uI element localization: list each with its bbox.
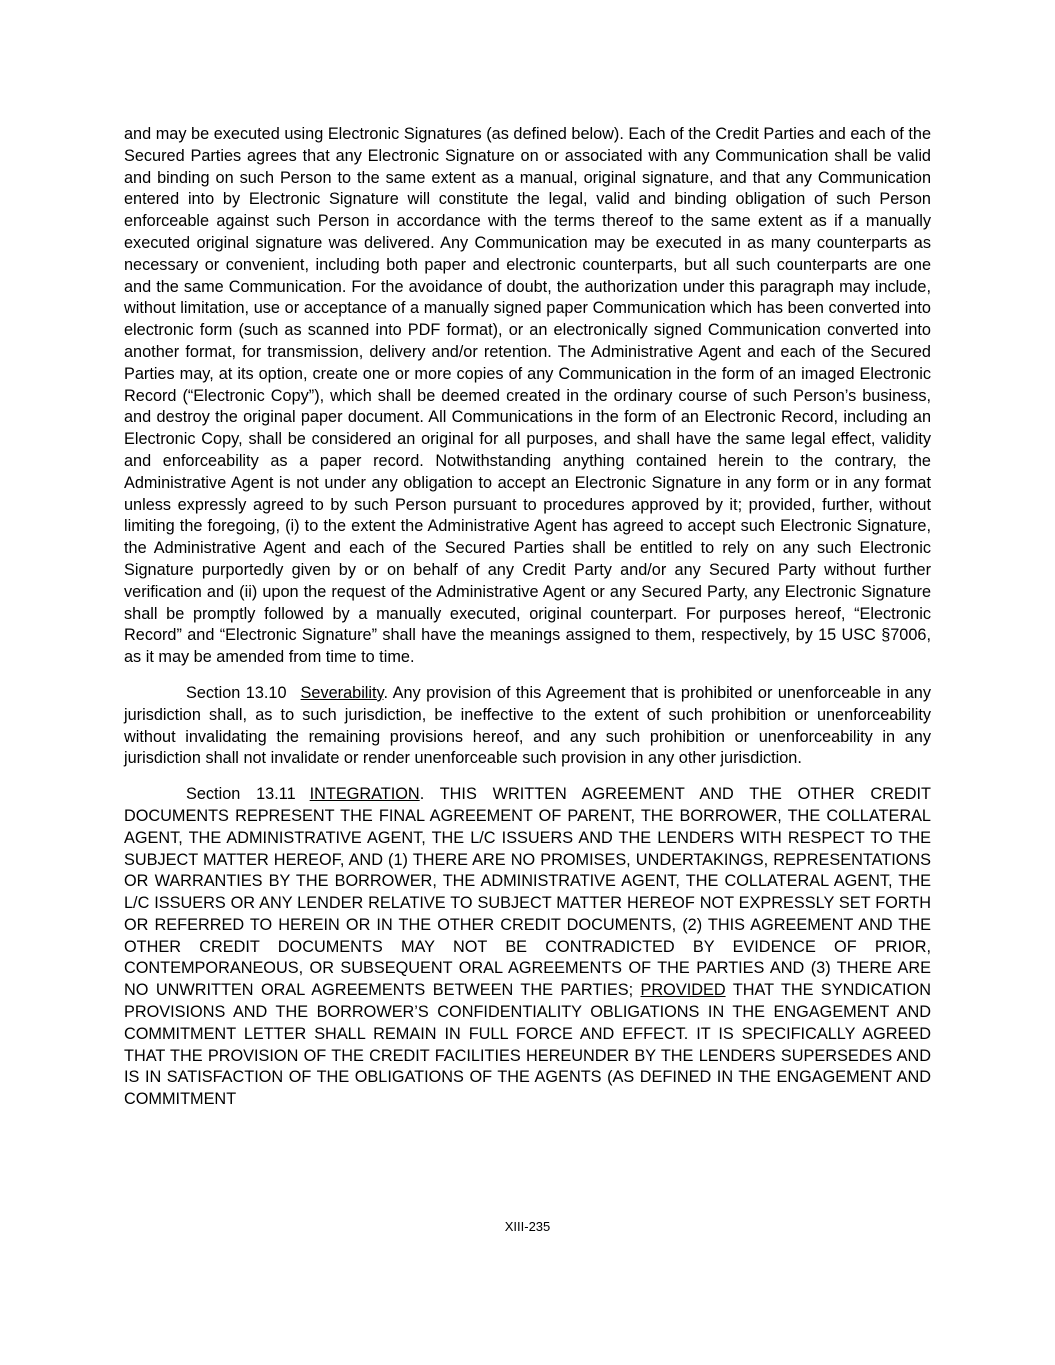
section-body-part-b: THAT THE SYNDICATION PROVISIONS AND THE BORROWER’S CONFIDENTIALITY OBLIGATIONS IN THE ENGAGEMENT AND COMMITMENT LETTER SHALL REMAIN IN FULL FORCE AND EFFECT. IT IS SPECIFICALLY AGREED THAT THE PROVISION OF THE CREDIT FACILITIES HEREUNDER BY THE LENDERS SUPERSEDES AND IS IN SATISFACTION OF THE OBLIGATIONS OF THE AGENTS (AS DEFINED IN THE ENGAGEMENT AND COMMITMENT — [124, 981, 931, 1109]
section-13-10 — [124, 683, 931, 770]
provided-term: PROVIDED — [640, 981, 726, 1000]
section-body: . Any provision of this Agreement that is prohibited or unenforceable in any jurisdiction shall, as to such jurisdiction, be ineffective to the extent of such prohibition or unenforceability without invalidating the remaining provisions hereof, and any such prohibition or unenforceability in any jurisdiction shall not invalidate or render unenforceable such provision in any other jurisdiction. — [124, 683, 931, 768]
document-body — [124, 124, 931, 1111]
paragraph-electronic-signatures: and may be executed using Electronic Signatures (as defined below). Each of the Credit Parties and each of the Secured Parties agrees that any Electronic Signature on or associated with any Communication shall be valid and binding on such Person to the same extent as a manual, original signature, and that any Communication entered into by Electronic Signature will constitute the legal, valid and binding obligation of such Person enforceable against such Person in accordance with the terms thereof to the same extent as if a manually executed original signature was delivered. Any Communication may be executed in as many counterparts as necessary or convenient, including both paper and electronic counterparts, but all such counterparts are one and the same Communication. For the avoidance of doubt, the authorization under this paragraph may include, without limitation, use or acceptance of a manually signed paper Communication which has been converted into electronic form (such as scanned into PDF format), or an electronically signed Communication converted into another format, for transmission, delivery and/or retention. The Administrative Agent and each of the Secured Parties may, at its option, create one or more copies of any Communication in the form of an imaged Electronic Record (“Electronic Copy”), which shall be deemed created in the ordinary course of such Person’s business, and destroy the original paper document. All Communications in the form of an Electronic Record, including an Electronic Copy, shall be considered an original for all purposes, and shall have the same legal effect, validity and enforceability as a paper record. Notwithstanding anything contained herein to the contrary, the Administrative Agent is not under any obligation to accept an Electronic Signature in any form or in any format unless expressly agreed to by such Person pursuant to procedures approved by it; provided, further, without limiting the foregoing, (i) to the extent the Administrative Agent has agreed to accept such Electronic Signature, the Administrative Agent and each of the Secured Parties shall be entitled to rely on any such Electronic Signature purportedly given by or on behalf of any Credit Party and/or any Secured Party without further verification and (ii) upon the request of the Administrative Agent or any Secured Party, any Electronic Signature shall be promptly followed by a manually executed, original counterpart. For purposes hereof, “Electronic Record” and “Electronic Signature” shall have the meanings assigned to them, respectively, by 15 USC §7006, as it may be amended from time to time. — [124, 125, 931, 667]
section-number: Section 13.11 — [186, 785, 296, 804]
page-number: XIII-235 — [504, 1219, 551, 1234]
section-number: Section 13.10 — [186, 683, 287, 702]
section-title-severability: Severability — [300, 683, 384, 702]
section-body-part-a: . THIS WRITTEN AGREEMENT AND THE OTHER CREDIT DOCUMENTS REPRESENT THE FINAL AGREEMENT OF PARENT, THE BORROWER, THE COLLATERAL AGENT, THE ADMINISTRATIVE AGENT, THE L/C ISSUERS AND THE LENDERS WITH RESPECT TO THE SUBJECT MATTER HEREOF, AND (1) THERE ARE NO PROMISES, UNDERTAKINGS, REPRESENTATIONS OR WARRANTIES BY THE BORROWER, THE ADMINISTRATIVE AGENT, THE COLLATERAL AGENT, THE L/C ISSUERS OR ANY LENDER RELATIVE TO SUBJECT MATTER HEREOF NOT EXPRESSLY SET FORTH OR REFERRED TO HEREIN OR IN THE OTHER CREDIT DOCUMENTS, (2) THIS AGREEMENT AND THE OTHER CREDIT DOCUMENTS MAY NOT BE CONTRADICTED BY EVIDENCE OF PRIOR, CONTEMPORANEOUS, OR SUBSEQUENT ORAL AGREEMENTS OF THE PARTIES AND (3) THERE ARE NO UNWRITTEN ORAL AGREEMENTS BETWEEN THE PARTIES; — [124, 785, 931, 1000]
section-13-11 — [124, 784, 931, 1111]
section-title-integration: INTEGRATION — [309, 785, 420, 804]
